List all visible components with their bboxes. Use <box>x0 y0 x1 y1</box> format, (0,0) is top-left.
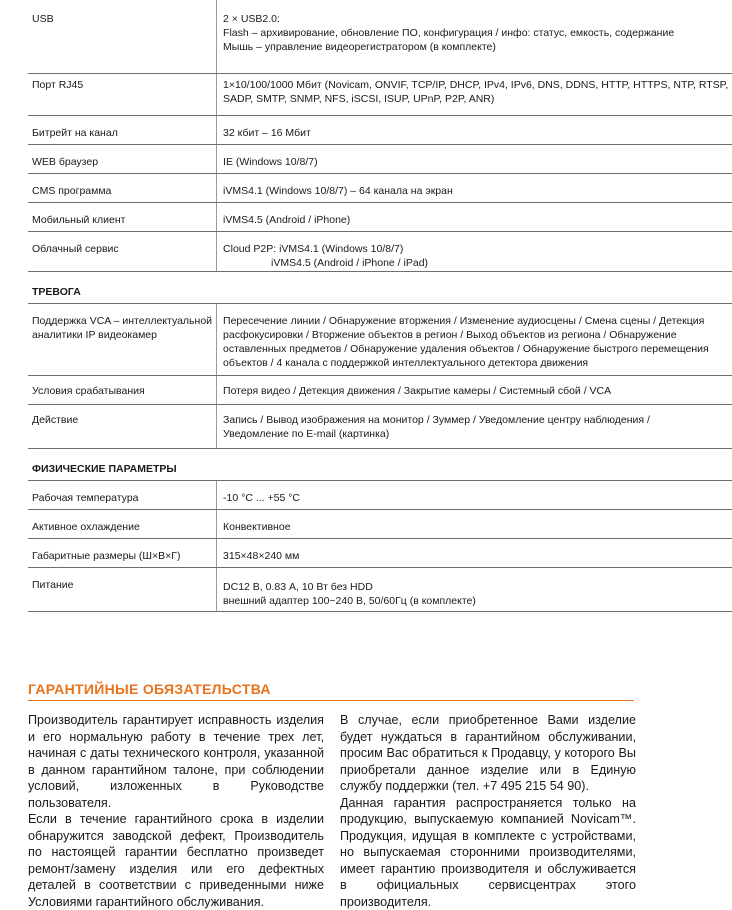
warranty-paragraph: Производитель гарантирует исправность изделия и его нормальную работу в течение трех лет, начиная с даты технического контроля, указанной в данном гарантийном талоне, при соблюдении условий, изложенных в Руководстве пользователя. <box>28 712 324 811</box>
warranty-paragraph: В случае, если приобретенное Вами изделие будет нуждаться в гарантийном обслуживании, просим Вас обратиться к Продавцу, у которого Вы приобретали данное изделие или в Единую службу поддержки (тел. +7 495 215 54 90). <box>340 712 636 795</box>
spec-value: 1×10/100/1000 Мбит (Novicam, ONVIF, TCP/IP, DHCP, IPv4, IPv6, DNS, DDNS, HTTP, HTTPS, NTP, RTSP, SADP, SMTP, SNMP, NFS, iSCSI, ISUP, UPnP, P2P, ANR) <box>217 73 732 115</box>
spec-value: DC12 В, 0.83 А, 10 Вт без HDD внешний адаптер 100~240 В, 50/60Гц (в комплекте) <box>217 567 732 611</box>
spec-value: 2 × USB2.0: Flash – архивирование, обновление ПО, конфигурация / инфо: статус, емкость, содержание Мышь – управление видеорегистратором (в комплекте) <box>217 0 732 73</box>
spec-label: WEB браузер <box>28 144 217 173</box>
spec-row-bitrate <box>28 115 732 144</box>
spec-label: Битрейт на канал <box>28 115 217 144</box>
spec-label: Порт RJ45 <box>28 73 217 115</box>
section-header-alarm <box>28 271 732 303</box>
section-title: ТРЕВОГА <box>28 271 732 303</box>
warranty-paragraph: Если в течение гарантийного срока в изделии обнаружится заводской дефект, Производитель по настоящей гарантии бесплатно произведет ремонт/замену изделия или его дефектных деталей в соответствии с приведенными ниже Условиями гарантийного обслуживания. <box>28 811 324 910</box>
spec-label: CMS программа <box>28 173 217 202</box>
spec-row-web <box>28 144 732 173</box>
spec-value: IE (Windows 10/8/7) <box>217 144 732 173</box>
spec-value: iVMS4.5 (Android / iPhone) <box>217 202 732 231</box>
spec-value: 315×48×240 мм <box>217 538 732 567</box>
spec-row-mobile <box>28 202 732 231</box>
spec-row-vca <box>28 303 732 375</box>
spec-value: Потеря видео / Детекция движения / Закрытие камеры / Системный сбой / VCA <box>217 375 732 404</box>
spec-label: Действие <box>28 404 217 448</box>
section-header-physical <box>28 448 732 480</box>
warranty-title: ГАРАНТИЙНЫЕ ОБЯЗАТЕЛЬСТВА <box>28 681 271 697</box>
warranty-left-column <box>28 712 324 910</box>
spec-value: Конвективное <box>217 509 732 538</box>
spec-row-temp <box>28 480 732 509</box>
spec-value: Запись / Вывод изображения на монитор / Зуммер / Уведомление центру наблюдения / Уведомление по E-mail (картинка) <box>217 404 732 448</box>
spec-value: 32 кбит – 16 Мбит <box>217 115 732 144</box>
spec-value: Cloud P2P: iVMS4.1 (Windows 10/8/7) iVMS4.5 (Android / iPhone / iPad) <box>217 231 732 271</box>
spec-value: Пересечение линии / Обнаружение вторжения / Изменение аудиосцены / Смена сцены / Детекция расфокусировки / Вторжение объектов в регион / Выход объектов из региона / Обнаружение оставленных предметов / Обнаружение удаления объектов / Обнаружение быстрого перемещения объектов / 4 канала с поддержкой интеллектуального детектора движения <box>217 303 732 375</box>
spec-row-cms <box>28 173 732 202</box>
spec-label: Облачный сервис <box>28 231 217 271</box>
spec-row-dimensions <box>28 538 732 567</box>
spec-label: USB <box>28 0 217 73</box>
spec-table <box>28 0 732 612</box>
spec-row-action <box>28 404 732 448</box>
spec-row-usb <box>28 0 732 73</box>
warranty-paragraph: Данная гарантия распространяется только на продукцию, выпускаемую компанией Novicam™. Продукция, идущая в комплекте с устройствами, но выпускаемая сторонними производителями, имеет гарантию производителя и обслуживается в официальных сервисцентрах этого производителя. <box>340 795 636 910</box>
spec-label: Поддержка VCA – интеллектуальной аналитики IP видеокамер <box>28 303 217 375</box>
spec-label: Питание <box>28 567 217 611</box>
spec-value: iVMS4.1 (Windows 10/8/7) – 64 канала на экран <box>217 173 732 202</box>
spec-row-rj45 <box>28 73 732 115</box>
spec-label: Активное охлаждение <box>28 509 217 538</box>
spec-value: -10 °C ... +55 °C <box>217 480 732 509</box>
spec-row-trigger <box>28 375 732 404</box>
spec-label: Условия срабатывания <box>28 375 217 404</box>
spec-label: Габаритные размеры (Ш×В×Г) <box>28 538 217 567</box>
spec-label: Мобильный клиент <box>28 202 217 231</box>
warranty-right-column <box>340 712 636 910</box>
spec-row-power <box>28 567 732 611</box>
section-title: ФИЗИЧЕСКИЕ ПАРАМЕТРЫ <box>28 448 732 480</box>
spec-row-cloud <box>28 231 732 271</box>
spec-label: Рабочая температура <box>28 480 217 509</box>
warranty-divider <box>28 700 634 701</box>
spec-row-cooling <box>28 509 732 538</box>
